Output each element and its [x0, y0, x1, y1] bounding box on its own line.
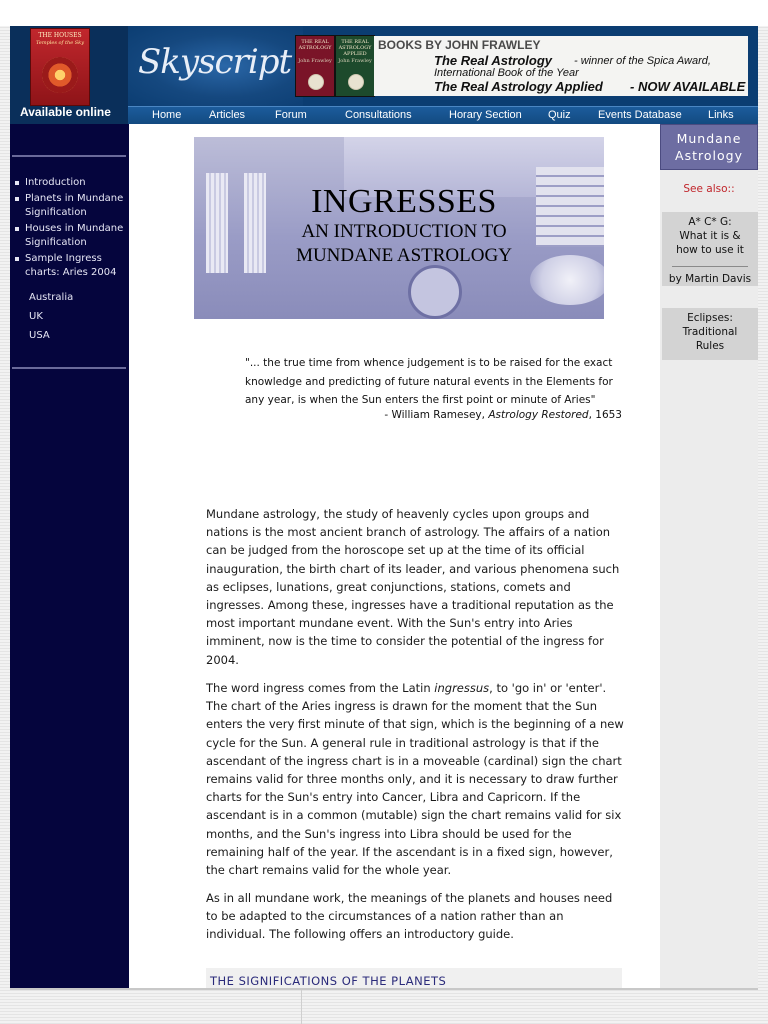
right-sidebar	[660, 124, 758, 988]
eclipses-title[interactable]: Eclipses:	[687, 312, 733, 324]
nav-links[interactable]: Links	[708, 109, 734, 121]
zodiac-wheel-icon	[42, 57, 78, 93]
ad-book-2-note: - NOW AVAILABLE	[630, 79, 746, 94]
top-strip	[0, 0, 768, 26]
acg-author: by Martin Davis	[668, 273, 752, 285]
sidebar-item-introduction[interactable]: Introduction	[13, 176, 127, 190]
nav-quiz[interactable]: Quiz	[548, 109, 571, 121]
sidebar-divider	[12, 155, 126, 157]
eclipses-article-card[interactable]	[662, 308, 758, 360]
promo-book-title: THE HOUSES	[38, 32, 82, 39]
epigraph-author: - William Ramesey,	[384, 409, 489, 421]
sidebar-item-sample-charts[interactable]: Sample Ingress charts: Aries 2004	[13, 252, 127, 280]
nav-events-database[interactable]: Events Database	[598, 109, 682, 121]
site-logo[interactable]: Skyscript	[138, 42, 292, 82]
page-container	[10, 26, 758, 988]
promo-book-subtitle: Temples of the Sky	[35, 40, 85, 46]
ingresses-banner	[194, 137, 604, 319]
section-heading-box	[206, 968, 622, 988]
mini-book-author: John Frawley	[338, 58, 372, 64]
available-online-link[interactable]: Available online	[20, 105, 111, 119]
sidebar-item-usa[interactable]: USA	[29, 330, 50, 341]
paragraph-text: The word ingress comes from the Latin	[206, 681, 435, 695]
see-also-label: See also::	[683, 183, 735, 195]
section-label-box	[660, 124, 758, 170]
ad-book-1-note: - winner of the Spica Award,	[574, 55, 711, 67]
ad-book-1-title[interactable]: The Real Astrology	[434, 53, 552, 68]
acg-title-line3[interactable]: how to use it	[676, 244, 744, 256]
latin-term: ingressus	[434, 681, 490, 695]
sidebar-divider	[12, 367, 126, 369]
epigraph-source	[245, 409, 622, 421]
eclipses-title-line3[interactable]: Rules	[695, 340, 725, 352]
mini-book-title: THE REAL ASTROLOGY APPLIED	[338, 39, 372, 57]
logo-area[interactable]	[128, 26, 303, 106]
main-nav	[128, 106, 758, 125]
book-emblem-icon	[348, 74, 364, 90]
section-label: Mundane Astrology	[675, 131, 743, 163]
ad-heading: BOOKS BY JOHN FRAWLEY	[378, 38, 541, 52]
section-heading: THE SIGNIFICATIONS OF THE PLANETS	[210, 974, 447, 988]
mini-book-title: THE REAL ASTROLOGY	[298, 39, 332, 51]
acg-title[interactable]: A* C* G:	[688, 216, 732, 228]
real-astrology-applied-book-thumb[interactable]	[335, 35, 375, 97]
banner-title: INGRESSES	[311, 183, 497, 220]
nav-forum[interactable]: Forum	[275, 109, 307, 121]
promo-book-cover[interactable]	[30, 28, 90, 106]
acg-article-card[interactable]	[662, 212, 758, 286]
sidebar-item-houses[interactable]: Houses in Mundane Signification	[13, 222, 127, 250]
paragraph-text: , to 'go in' or 'enter'. The chart of the Aries ingress is drawn for the moment that the Sun enters the very first minute of that sign, which is the beginning of a new cycle for the Sun. A general rule in traditional astrology is that if the ascendant of the ingress chart is in a moveable (cardinal) sign the chart remains valid for three months only, and it is necessary to draw further charts for the Sun's entry into Cancer, Libra and Capricorn. If the ascendant is in a common (mutable) sign the chart remains valid for six months, and the Sun's ingress into Libra should be used for the remaining half of the year. If the ascendant is in a fixed sign, however, the chart remains valid for the whole year.	[206, 681, 624, 878]
epigraph-quote: "... the true time from whence judgement is to be raised for the exact knowledge and predicting of future natural events in the Elements for any year, is when the Sun enters the first point or minute of Aries"	[245, 357, 613, 406]
real-astrology-book-thumb[interactable]	[295, 35, 335, 97]
epigraph-book-title: Astrology Restored	[488, 409, 589, 421]
intro-paragraph-2	[206, 679, 626, 879]
sidebar-menu	[13, 176, 127, 282]
nav-consultations[interactable]: Consultations	[345, 109, 412, 121]
footer-divider	[301, 990, 302, 1024]
sidebar-item-uk[interactable]: UK	[29, 311, 43, 322]
card-divider	[672, 266, 748, 267]
banner-subtitle-line1: AN INTRODUCTION TO	[301, 221, 507, 242]
banner-subtitle-line2: MUNDANE ASTROLOGY	[296, 245, 512, 266]
main-content	[129, 124, 660, 988]
nav-articles[interactable]: Articles	[209, 109, 246, 121]
footer-line	[10, 988, 758, 990]
sidebar-item-australia[interactable]: Australia	[29, 292, 74, 303]
left-sidebar	[10, 124, 129, 988]
frawley-books-ad[interactable]	[374, 36, 748, 96]
ad-book-1-award: International Book of the Year	[434, 67, 579, 79]
book-promo[interactable]	[10, 26, 128, 124]
book-emblem-icon	[308, 74, 324, 90]
acg-title-line2[interactable]: What it is &	[679, 230, 741, 242]
nav-horary-section[interactable]: Horary Section	[449, 109, 522, 121]
intro-paragraph-3: As in all mundane work, the meanings of the planets and houses need to be adapted to the circumstances of a nation rather than an individual. The following offers an introductory guide.	[206, 891, 613, 942]
eclipses-title-line2[interactable]: Traditional	[682, 326, 738, 338]
intro-paragraph-1: Mundane astrology, the study of heavenly cycles upon groups and nations is the most ancient branch of astrology. The affairs of a nation can be judged from the horoscope set up at the time of its official inauguration, the birth chart of its leader, and various phenomena such as eclipses, lunations, great conjunctions, stations, comets and ingresses. Among these, ingresses have a traditional reputation as the most important mundane event. With the Sun's entry into Aries imminent, now is the time to consider the potential of the ingress for 2004.	[206, 507, 620, 667]
mini-book-author: John Frawley	[298, 58, 332, 64]
clock-icon	[408, 265, 462, 319]
nav-home[interactable]: Home	[152, 109, 182, 121]
epigraph-year: , 1653	[588, 409, 622, 421]
ad-book-2-title[interactable]: The Real Astrology Applied	[434, 79, 603, 94]
sidebar-item-planets[interactable]: Planets in Mundane Signification	[13, 192, 127, 220]
